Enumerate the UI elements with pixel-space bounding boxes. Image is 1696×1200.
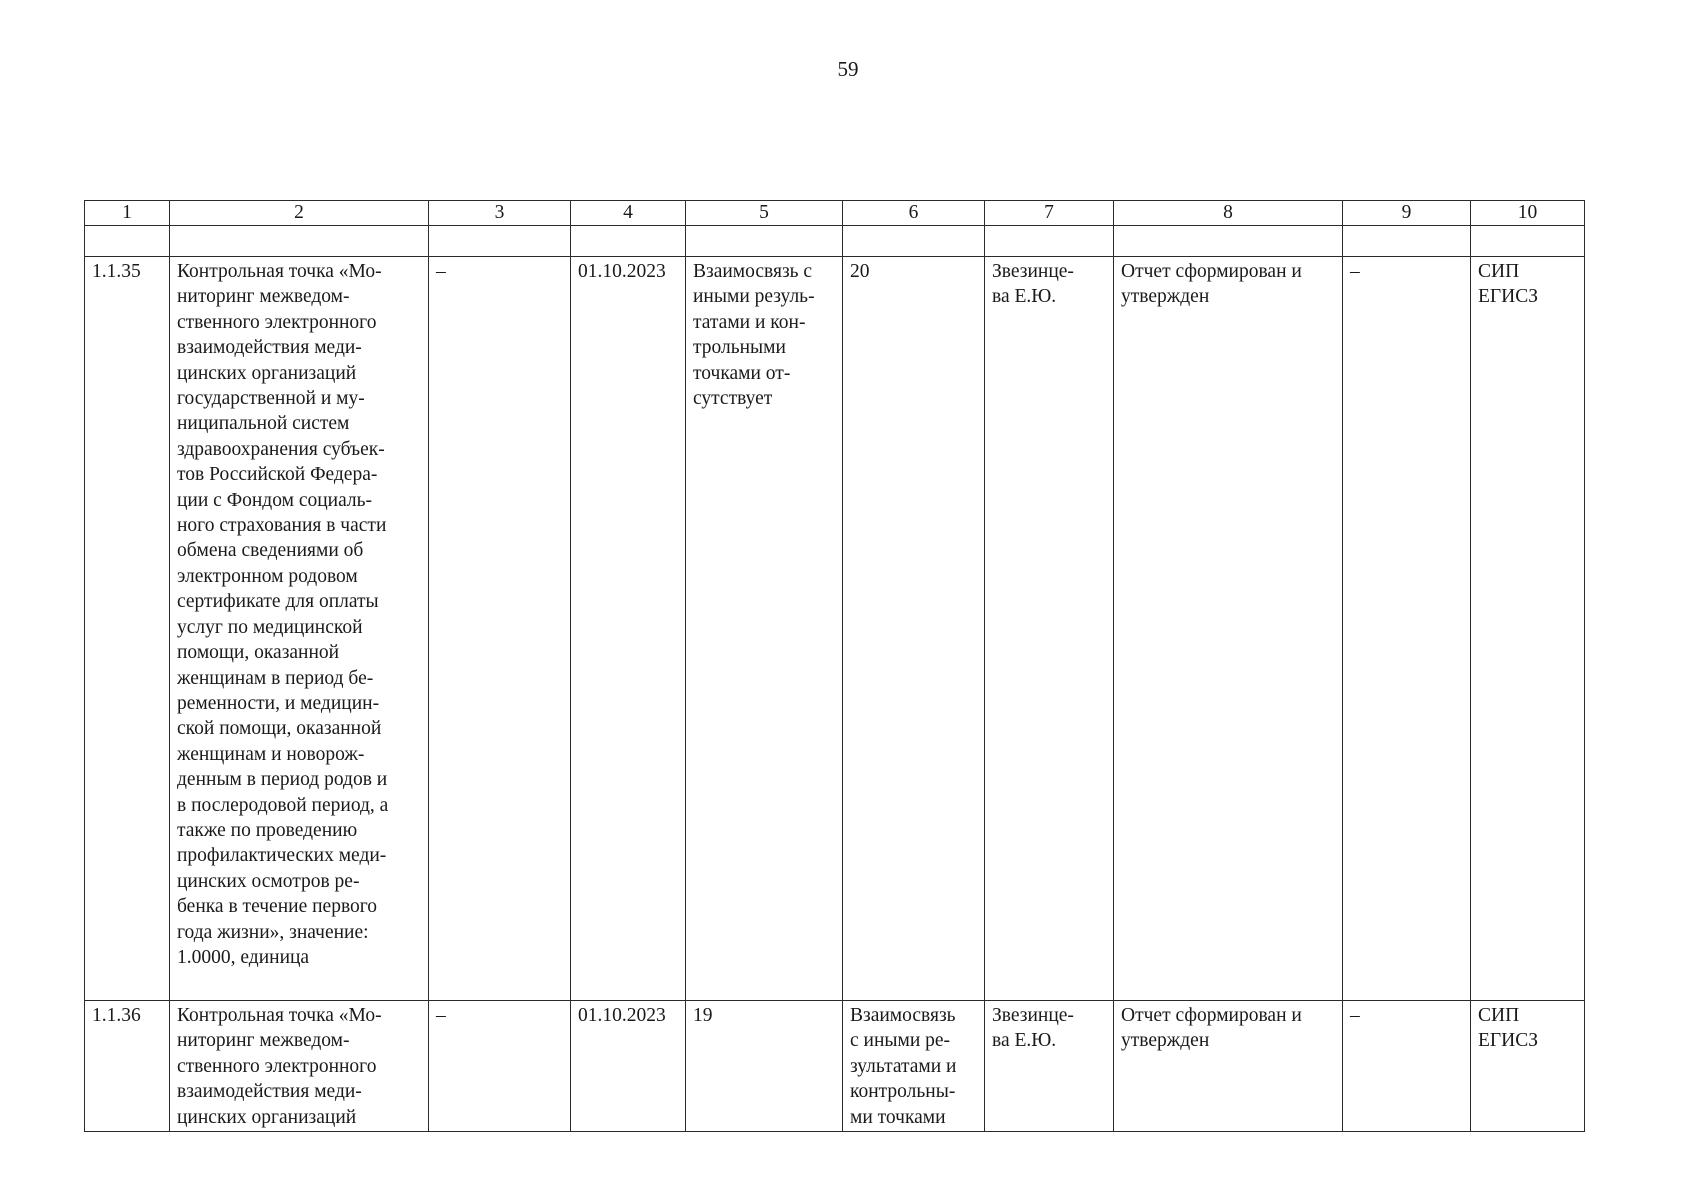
table-cell: 20 — [843, 257, 985, 1001]
column-number: 8 — [1114, 201, 1343, 226]
empty-row — [85, 226, 1585, 257]
column-number: 4 — [571, 201, 686, 226]
table-cell: Взаимосвязь с иными резуль- татами и кон- трольными точками от- сутствует — [686, 257, 843, 1001]
row-number: 1.1.35 — [85, 257, 170, 1001]
column-number: 3 — [429, 201, 571, 226]
table-cell: – — [1343, 257, 1471, 1001]
empty-cell — [85, 226, 170, 257]
information-system: СИП ЕГИСЗ — [1471, 1001, 1585, 1132]
empty-cell — [1114, 226, 1343, 257]
empty-cell — [843, 226, 985, 257]
column-number: 5 — [686, 201, 843, 226]
empty-cell — [429, 226, 571, 257]
information-system: СИП ЕГИСЗ — [1471, 257, 1585, 1001]
column-number: 9 — [1343, 201, 1471, 226]
column-number: 10 — [1471, 201, 1585, 226]
page-number: 59 — [837, 57, 859, 81]
deadline-date: 01.10.2023 — [571, 257, 686, 1001]
deadline-date: 01.10.2023 — [571, 1001, 686, 1132]
empty-cell — [571, 226, 686, 257]
control-points-table — [84, 200, 1585, 1132]
column-number: 1 — [85, 201, 170, 226]
table-row — [85, 257, 1585, 1001]
empty-cell — [170, 226, 429, 257]
responsible-person: Звезинце- ва Е.Ю. — [985, 1001, 1114, 1132]
empty-cell — [686, 226, 843, 257]
column-number-row — [85, 201, 1585, 226]
responsible-person: Звезинце- ва Е.Ю. — [985, 257, 1114, 1001]
row-number: 1.1.36 — [85, 1001, 170, 1132]
empty-cell — [1343, 226, 1471, 257]
result-description: Отчет сформирован и утвержден — [1114, 1001, 1343, 1132]
column-number: 6 — [843, 201, 985, 226]
empty-cell — [985, 226, 1114, 257]
column-number: 2 — [170, 201, 429, 226]
column-number: 7 — [985, 201, 1114, 226]
table-cell: Взаимосвязь с иными ре- зультатами и контрольны- ми точками — [843, 1001, 985, 1132]
table-cell: – — [1343, 1001, 1471, 1132]
control-point-description: Контрольная точка «Мо- ниторинг межведом- ственного электронного взаимодействия меди- цинских организаций — [170, 1001, 429, 1132]
table-cell: – — [429, 1001, 571, 1132]
control-point-description: Контрольная точка «Мо- ниторинг межведом- ственного электронного взаимодействия меди- цинских организаций государственной и му- ниципальной систем здравоохранения субъек- тов Российской Федера- ции с Фондом социаль- ного страхования в части обмена сведениями об электронном родовом сертификате для оплаты услуг по медицинской помощи, оказанной женщинам в период бе- ременности, и медицин- ской помощи, оказанной женщинам и новорож- денным в период родов и в послеродовой период, а также по проведению профилактических меди- цинских осмотров ре- бенка в течение первого года жизни», значение: 1.0000, единица — [170, 257, 429, 1001]
result-description: Отчет сформирован и утвержден — [1114, 257, 1343, 1001]
table-cell: – — [429, 257, 571, 1001]
empty-cell — [1471, 226, 1585, 257]
table-row — [85, 1001, 1585, 1132]
table-cell: 19 — [686, 1001, 843, 1132]
